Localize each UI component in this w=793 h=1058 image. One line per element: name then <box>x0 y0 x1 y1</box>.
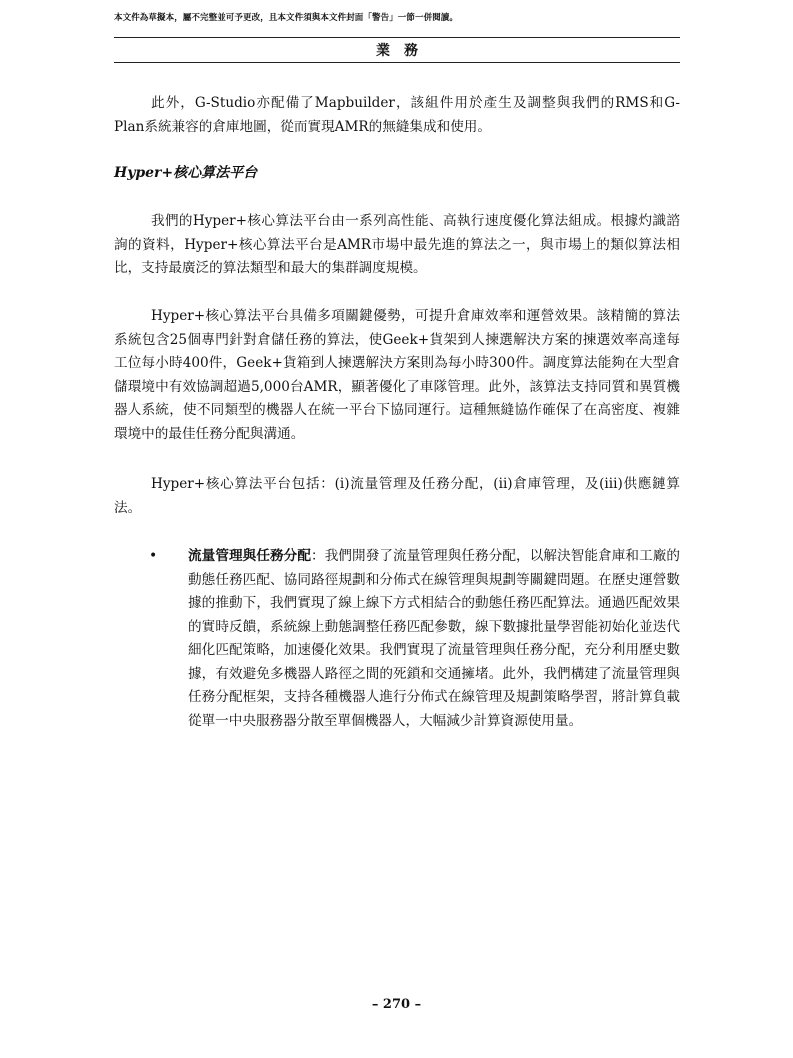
header-rule-bottom <box>114 62 680 63</box>
paragraph-mapbuilder: 此外，G-Studio亦配備了Mapbuilder，該組件用於產生及調整與我們的RMS和G-Plan系統兼容的倉庫地圖，從而實現AMR的無縫集成和使用。 <box>114 95 680 135</box>
paragraph-hyper-overview: 我們的Hyper+核心算法平台由一系列高性能、高執行速度優化算法組成。根據灼識諮詢的資料，Hyper+核心算法平台是AMR市場中最先進的算法之一，與市場上的類似算法相比，支持最廣泛的算法類型和最大的集群調度規模。 <box>114 213 680 276</box>
paragraph-hyper-advantages: Hyper+核心算法平台具備多項關鍵優勢，可提升倉庫效率和運營效果。該精簡的算法系統包含25個專門針對倉儲任務的算法，使Geek+貨架到人揀選解決方案的揀選效率高達每工位每小時400件，Geek+貨箱到人揀選解決方案則為每小時300件。調度算法能夠在大型倉儲環境中有效協調超過5,000台AMR，顯著優化了車隊管理。此外，該算法支持同質和異質機器人系統，使不同類型的機器人在統一平台下協同運行。這種無縫協作確保了在高密度、複雜環境中的最佳任務分配與溝通。 <box>114 308 680 442</box>
bullet-body: ：我們開發了流量管理與任務分配，以解決智能倉庫和工廠的動態任務匹配、協同路徑規劃和分佈式在線管理與規劃等關鍵問題。在歷史運營數據的推動下，我們實現了線上線下方式相結合的動態任務匹配算法。通過匹配效果的實時反饋，系統線上動態調整任務匹配參數，線下數據批量學習能初始化並迭代細化匹配策略，加速優化效果。我們實現了流量管理與任務分配，充分利用歷史數據，有效避免多機器人路徑之間的死鎖和交通擁堵。此外，我們構建了流量管理與任務分配框架，支持各種機器人進行分佈式在線管理及規劃策略學習，將計算負載從單一中央服務器分散至單個機器人，大幅減少計算資源使用量。 <box>188 548 681 729</box>
draft-notice: 本文件為草擬本，屬不完整並可予更改，且本文件須與本文件封面「警告」一節一併閱讀。 <box>114 13 459 23</box>
section-title: 業務 <box>376 43 432 59</box>
bullet-marker: • <box>149 548 158 564</box>
bullet-traffic-management <box>114 545 680 733</box>
page-number: – 270 – <box>371 997 422 1012</box>
bullet-text-block <box>188 545 680 733</box>
section-heading-hyper-core: Hyper+核心算法平台 <box>114 165 258 181</box>
bullet-lead-term: 流量管理與任務分配 <box>188 548 312 564</box>
paragraph-hyper-components: Hyper+核心算法平台包括：(i)流量管理及任務分配，(ii)倉庫管理，及(iii)供應鏈算法。 <box>114 476 680 516</box>
header-rule-top <box>114 37 680 38</box>
